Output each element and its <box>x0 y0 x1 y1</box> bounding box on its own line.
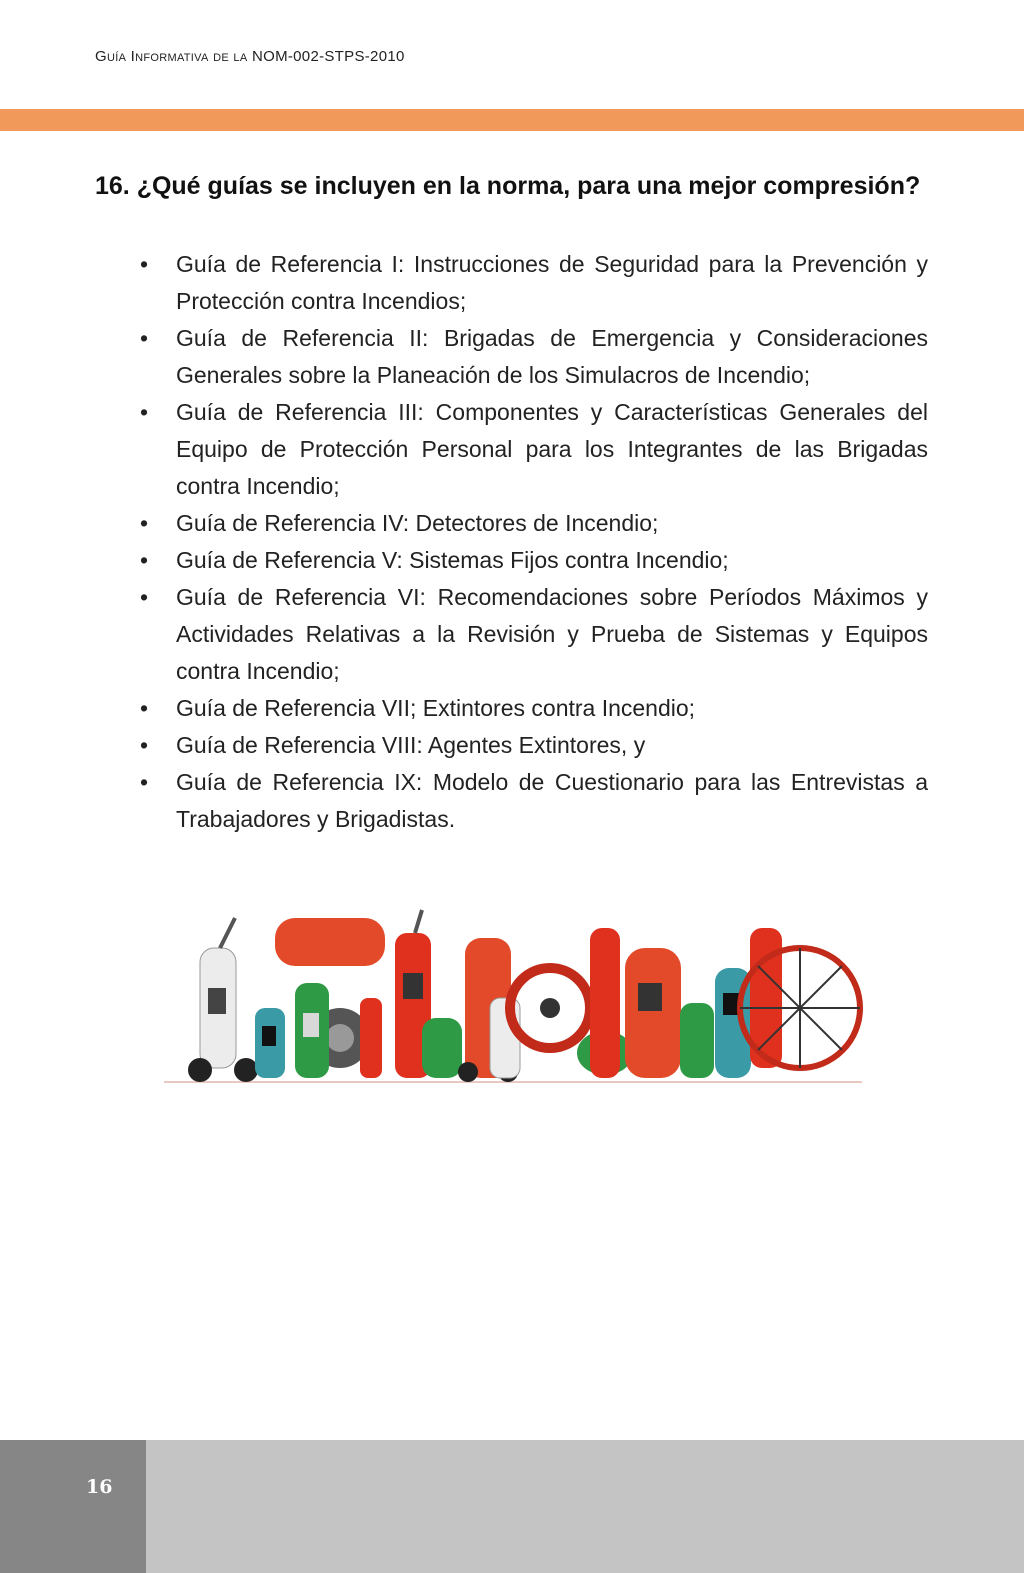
footer-page-box <box>0 1440 146 1573</box>
header-band <box>0 109 1024 131</box>
guide-text: Guía de Referencia VI: Recomendaciones sobre Períodos Máximos y Actividades Relativas a la Revisión y Prueba de Sistemas y Equipos contra Incendio; <box>176 584 928 684</box>
guide-text: Guía de Referencia V: Sistemas Fijos contra Incendio; <box>176 547 729 573</box>
bullet-icon: • <box>140 547 149 573</box>
question-title: 16. ¿Qué guías se incluyen en la norma, para una mejor compresión? <box>95 172 921 200</box>
guide-text: Guía de Referencia VII; Extintores contra Incendio; <box>176 695 696 721</box>
guide-list-item <box>140 505 928 542</box>
guide-text: Guía de Referencia IV: Detectores de Incendio; <box>176 510 659 536</box>
bullet-icon: • <box>140 510 149 536</box>
guide-list-item <box>140 690 928 727</box>
guide-text: Guía de Referencia IX: Modelo de Cuestionario para las Entrevistas a Trabajadores y Brigadistas. <box>176 769 928 832</box>
small-red-extinguisher <box>360 998 382 1078</box>
running-header <box>95 48 405 65</box>
red-wheel-extinguisher <box>740 928 860 1068</box>
guide-list-item <box>140 727 928 764</box>
bullet-icon: • <box>140 732 149 758</box>
teal-extinguisher <box>255 1008 285 1078</box>
bullet-icon: • <box>140 695 149 721</box>
white-wheeled-extinguisher <box>188 918 258 1082</box>
guide-list-item <box>140 394 928 505</box>
page-number: 16 <box>86 1476 113 1498</box>
guide-list-item <box>140 579 928 690</box>
guide-list-item <box>140 542 928 579</box>
guide-list-item <box>140 320 928 394</box>
guide-list-item <box>140 246 928 320</box>
green-extinguisher-mid <box>422 1018 462 1078</box>
guide-text: Guía de Referencia VIII: Agentes Extintores, y <box>176 732 646 758</box>
bullet-icon: • <box>140 769 149 795</box>
green-extinguisher-right <box>680 1003 714 1078</box>
guide-list <box>140 246 928 838</box>
fire-extinguishers-image <box>160 888 866 1088</box>
green-extinguisher-left <box>295 983 329 1078</box>
running-header-code: NOM-002-STPS-2010 <box>251 48 405 65</box>
white-extinguisher-mid <box>490 998 520 1078</box>
guide-text: Guía de Referencia II: Brigadas de Emergencia y Consideraciones Generales sobre la Planeación de los Simulacros de Incendio; <box>176 325 928 388</box>
hose-reel <box>510 968 590 1048</box>
red-large-center <box>625 948 681 1078</box>
bullet-icon: • <box>140 251 149 277</box>
bullet-icon: • <box>140 399 149 425</box>
guide-text: Guía de Referencia III: Componentes y Características Generales del Equipo de Protección Personal para los Integrantes de las Brigadas contra Incendio; <box>176 399 928 499</box>
running-header-prefix: Guía Informativa de la <box>95 48 248 65</box>
red-tall-center <box>590 928 620 1078</box>
footer-bar <box>0 1440 1024 1573</box>
bullet-icon: • <box>140 584 149 610</box>
bullet-icon: • <box>140 325 149 351</box>
guide-list-item <box>140 764 928 838</box>
guide-text: Guía de Referencia I: Instrucciones de Seguridad para la Prevención y Protección contra Incendios; <box>176 251 928 314</box>
